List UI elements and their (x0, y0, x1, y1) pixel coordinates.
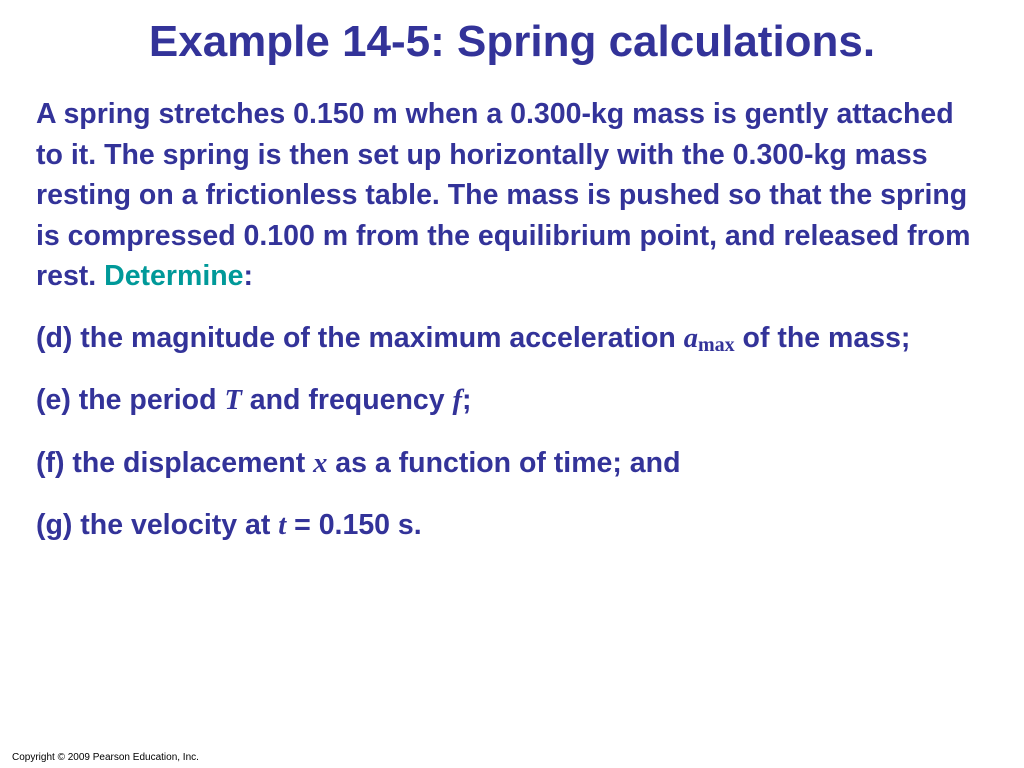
problem-statement-text: A spring stretches 0.150 m when a 0.300-kg mass is gently attached to it. The spring is then set up horizontally with the 0.300-kg mass resting on a frictionless table. The mass is pushed so that the spring is compressed 0.100 m from the equilibrium point, and released from rest. (36, 98, 971, 292)
displacement-symbol: x (313, 447, 328, 479)
part-f (36, 443, 976, 485)
part-e-text-middle: and frequency (241, 384, 453, 416)
copyright-notice: Copyright © 2009 Pearson Education, Inc. (12, 752, 199, 763)
part-e (36, 380, 976, 422)
period-symbol: T (224, 385, 242, 416)
part-g (36, 505, 976, 547)
problem-statement-colon: : (243, 260, 254, 292)
part-f-text: (f) the displacement (36, 446, 314, 479)
part-d-text: (d) the magnitude of the maximum acceleration (36, 321, 684, 354)
part-e-text: (e) the period (36, 384, 225, 416)
part-f-text-end: as a function of time; and (327, 446, 681, 479)
part-g-text: (g) the velocity at (36, 509, 279, 541)
slide-body (36, 94, 976, 568)
part-d (36, 318, 976, 360)
time-symbol: t (278, 510, 287, 541)
part-e-text-end: ; (462, 384, 472, 416)
acceleration-symbol: a (683, 322, 698, 354)
frequency-symbol: f (452, 385, 462, 416)
part-g-text-end: = 0.150 s. (286, 509, 422, 541)
problem-statement (36, 94, 976, 297)
acceleration-subscript: max (697, 333, 735, 356)
slide-title: Example 14-5: Spring calculations. (148, 17, 876, 66)
determine-keyword: Determine (104, 260, 244, 292)
part-d-text-end: of the mass; (734, 321, 911, 354)
